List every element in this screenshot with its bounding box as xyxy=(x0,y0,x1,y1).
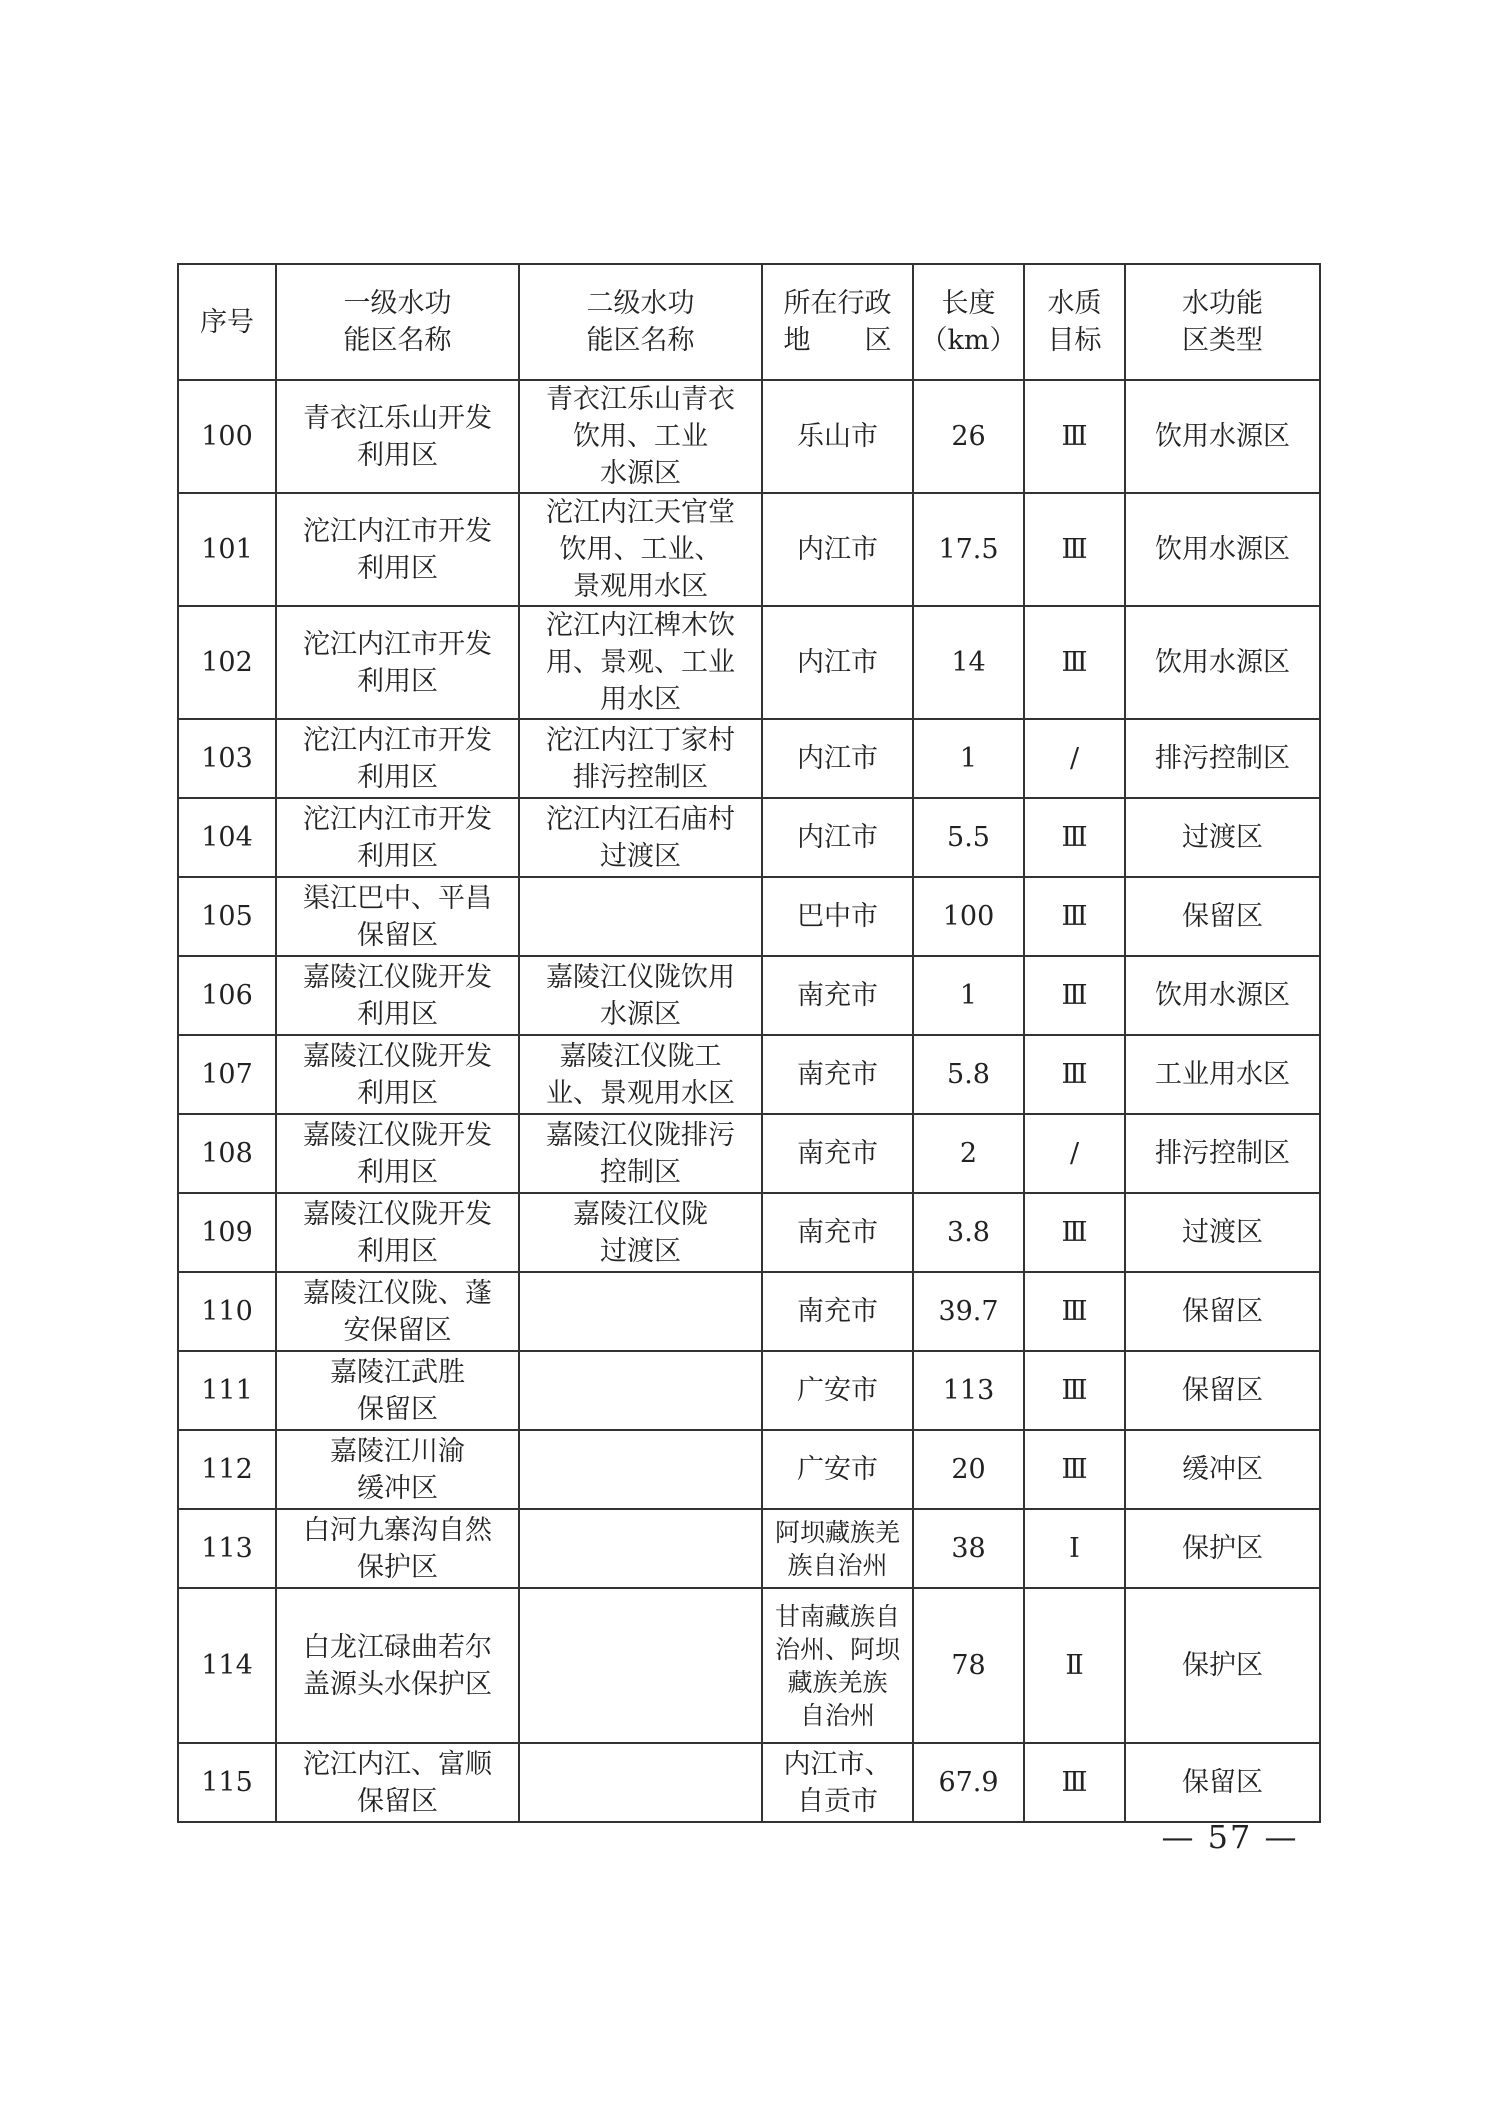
level2-zone-cell xyxy=(519,1351,762,1430)
table-row xyxy=(178,1430,1320,1509)
header-seq: 序号 xyxy=(178,264,276,380)
table-row xyxy=(178,1743,1320,1822)
zone-type-cell: 保护区 xyxy=(1125,1588,1320,1743)
region-cell: 内江市 xyxy=(762,798,913,877)
seq-cell: 101 xyxy=(178,493,276,606)
level2-zone-cell: 沱江内江丁家村 排污控制区 xyxy=(519,719,762,798)
length-cell: 38 xyxy=(913,1509,1024,1588)
water-quality-target-cell: Ⅲ xyxy=(1024,1035,1125,1114)
zone-type-cell: 排污控制区 xyxy=(1125,719,1320,798)
level1-zone-cell: 嘉陵江仪陇开发 利用区 xyxy=(276,956,519,1035)
region-cell: 南充市 xyxy=(762,1114,913,1193)
level2-zone-cell: 嘉陵江仪陇工 业、景观用水区 xyxy=(519,1035,762,1114)
level1-zone-cell: 嘉陵江仪陇开发 利用区 xyxy=(276,1193,519,1272)
seq-cell: 112 xyxy=(178,1430,276,1509)
seq-cell: 103 xyxy=(178,719,276,798)
seq-cell: 109 xyxy=(178,1193,276,1272)
level2-zone-cell xyxy=(519,877,762,956)
seq-cell: 107 xyxy=(178,1035,276,1114)
seq-cell: 113 xyxy=(178,1509,276,1588)
level2-zone-cell: 嘉陵江仪陇排污 控制区 xyxy=(519,1114,762,1193)
table-row xyxy=(178,1272,1320,1351)
length-cell: 3.8 xyxy=(913,1193,1024,1272)
water-quality-target-cell: Ⅱ xyxy=(1024,1588,1125,1743)
length-cell: 20 xyxy=(913,1430,1024,1509)
length-cell: 100 xyxy=(913,877,1024,956)
region-cell: 南充市 xyxy=(762,1035,913,1114)
water-quality-target-cell: Ⅲ xyxy=(1024,877,1125,956)
seq-cell: 104 xyxy=(178,798,276,877)
table-row xyxy=(178,1509,1320,1588)
length-cell: 5.8 xyxy=(913,1035,1024,1114)
zone-type-cell: 排污控制区 xyxy=(1125,1114,1320,1193)
water-quality-target-cell: Ⅰ xyxy=(1024,1509,1125,1588)
seq-cell: 100 xyxy=(178,380,276,493)
region-cell: 南充市 xyxy=(762,1272,913,1351)
table-row xyxy=(178,1588,1320,1743)
zone-type-cell: 饮用水源区 xyxy=(1125,606,1320,719)
water-quality-target-cell: Ⅲ xyxy=(1024,1272,1125,1351)
header-length: 长度 （km） xyxy=(913,264,1024,380)
length-cell: 39.7 xyxy=(913,1272,1024,1351)
level2-zone-cell: 沱江内江石庙村 过渡区 xyxy=(519,798,762,877)
zone-type-cell: 保护区 xyxy=(1125,1509,1320,1588)
region-cell: 内江市 xyxy=(762,606,913,719)
length-cell: 113 xyxy=(913,1351,1024,1430)
level1-zone-cell: 嘉陵江仪陇、蓬 安保留区 xyxy=(276,1272,519,1351)
zone-type-cell: 保留区 xyxy=(1125,877,1320,956)
level1-zone-cell: 沱江内江市开发 利用区 xyxy=(276,493,519,606)
level2-zone-cell: 嘉陵江仪陇 过渡区 xyxy=(519,1193,762,1272)
level1-zone-cell: 嘉陵江仪陇开发 利用区 xyxy=(276,1035,519,1114)
water-quality-target-cell: Ⅲ xyxy=(1024,606,1125,719)
region-cell: 阿坝藏族羌 族自治州 xyxy=(762,1509,913,1588)
table-row xyxy=(178,719,1320,798)
table-body xyxy=(178,380,1320,1822)
seq-cell: 114 xyxy=(178,1588,276,1743)
header-level2-zone: 二级水功 能区名称 xyxy=(519,264,762,380)
region-cell: 甘南藏族自 治州、阿坝 藏族羌族 自治州 xyxy=(762,1588,913,1743)
seq-cell: 115 xyxy=(178,1743,276,1822)
length-cell: 14 xyxy=(913,606,1024,719)
length-cell: 67.9 xyxy=(913,1743,1024,1822)
water-quality-target-cell: Ⅲ xyxy=(1024,956,1125,1035)
level2-zone-cell xyxy=(519,1509,762,1588)
table-row xyxy=(178,1035,1320,1114)
table-row xyxy=(178,1193,1320,1272)
region-cell: 南充市 xyxy=(762,1193,913,1272)
table-row xyxy=(178,493,1320,606)
header-level1-zone: 一级水功 能区名称 xyxy=(276,264,519,380)
level2-zone-cell xyxy=(519,1743,762,1822)
region-cell: 内江市 xyxy=(762,719,913,798)
level1-zone-cell: 沱江内江市开发 利用区 xyxy=(276,719,519,798)
seq-cell: 111 xyxy=(178,1351,276,1430)
length-cell: 17.5 xyxy=(913,493,1024,606)
seq-cell: 105 xyxy=(178,877,276,956)
header-water-quality-target: 水质 目标 xyxy=(1024,264,1125,380)
seq-cell: 108 xyxy=(178,1114,276,1193)
level1-zone-cell: 白龙江碌曲若尔 盖源头水保护区 xyxy=(276,1588,519,1743)
zone-type-cell: 保留区 xyxy=(1125,1743,1320,1822)
header-region: 所在行政 地 区 xyxy=(762,264,913,380)
zone-type-cell: 缓冲区 xyxy=(1125,1430,1320,1509)
water-quality-target-cell: Ⅲ xyxy=(1024,1351,1125,1430)
table-row xyxy=(178,956,1320,1035)
page-number: — 57 — xyxy=(1161,1818,1299,1856)
length-cell: 1 xyxy=(913,719,1024,798)
table-row xyxy=(178,798,1320,877)
level1-zone-cell: 嘉陵江武胜 保留区 xyxy=(276,1351,519,1430)
length-cell: 26 xyxy=(913,380,1024,493)
level2-zone-cell xyxy=(519,1588,762,1743)
length-cell: 2 xyxy=(913,1114,1024,1193)
seq-cell: 110 xyxy=(178,1272,276,1351)
level2-zone-cell: 嘉陵江仪陇饮用 水源区 xyxy=(519,956,762,1035)
water-quality-target-cell: Ⅲ xyxy=(1024,380,1125,493)
table-row xyxy=(178,1351,1320,1430)
table-header-row xyxy=(178,264,1320,380)
water-quality-target-cell: Ⅲ xyxy=(1024,1430,1125,1509)
region-cell: 广安市 xyxy=(762,1430,913,1509)
zone-type-cell: 工业用水区 xyxy=(1125,1035,1320,1114)
water-quality-target-cell: Ⅲ xyxy=(1024,1743,1125,1822)
level1-zone-cell: 嘉陵江仪陇开发 利用区 xyxy=(276,1114,519,1193)
level1-zone-cell: 白河九寨沟自然 保护区 xyxy=(276,1509,519,1588)
water-quality-target-cell: Ⅲ xyxy=(1024,493,1125,606)
water-quality-target-cell: Ⅲ xyxy=(1024,798,1125,877)
level2-zone-cell: 沱江内江天官堂 饮用、工业、 景观用水区 xyxy=(519,493,762,606)
region-cell: 乐山市 xyxy=(762,380,913,493)
zone-type-cell: 保留区 xyxy=(1125,1272,1320,1351)
water-quality-target-cell: / xyxy=(1024,1114,1125,1193)
level1-zone-cell: 青衣江乐山开发 利用区 xyxy=(276,380,519,493)
table-row xyxy=(178,380,1320,493)
zone-type-cell: 过渡区 xyxy=(1125,1193,1320,1272)
level1-zone-cell: 沱江内江市开发 利用区 xyxy=(276,798,519,877)
table-row xyxy=(178,606,1320,719)
length-cell: 1 xyxy=(913,956,1024,1035)
zone-type-cell: 过渡区 xyxy=(1125,798,1320,877)
level2-zone-cell xyxy=(519,1272,762,1351)
water-quality-target-cell: / xyxy=(1024,719,1125,798)
level1-zone-cell: 沱江内江、富顺 保留区 xyxy=(276,1743,519,1822)
region-cell: 南充市 xyxy=(762,956,913,1035)
zone-type-cell: 饮用水源区 xyxy=(1125,956,1320,1035)
level1-zone-cell: 嘉陵江川渝 缓冲区 xyxy=(276,1430,519,1509)
level1-zone-cell: 沱江内江市开发 利用区 xyxy=(276,606,519,719)
level2-zone-cell: 沱江内江椑木饮 用、景观、工业 用水区 xyxy=(519,606,762,719)
seq-cell: 102 xyxy=(178,606,276,719)
seq-cell: 106 xyxy=(178,956,276,1035)
table-row xyxy=(178,877,1320,956)
region-cell: 巴中市 xyxy=(762,877,913,956)
region-cell: 内江市 xyxy=(762,493,913,606)
water-quality-target-cell: Ⅲ xyxy=(1024,1193,1125,1272)
length-cell: 5.5 xyxy=(913,798,1024,877)
region-cell: 广安市 xyxy=(762,1351,913,1430)
table-row xyxy=(178,1114,1320,1193)
zone-type-cell: 保留区 xyxy=(1125,1351,1320,1430)
level2-zone-cell xyxy=(519,1430,762,1509)
level1-zone-cell: 渠江巴中、平昌 保留区 xyxy=(276,877,519,956)
header-zone-type: 水功能 区类型 xyxy=(1125,264,1320,380)
length-cell: 78 xyxy=(913,1588,1024,1743)
region-cell: 内江市、 自贡市 xyxy=(762,1743,913,1822)
water-function-zone-table xyxy=(177,263,1321,1823)
level2-zone-cell: 青衣江乐山青衣 饮用、工业 水源区 xyxy=(519,380,762,493)
zone-type-cell: 饮用水源区 xyxy=(1125,493,1320,606)
zone-type-cell: 饮用水源区 xyxy=(1125,380,1320,493)
